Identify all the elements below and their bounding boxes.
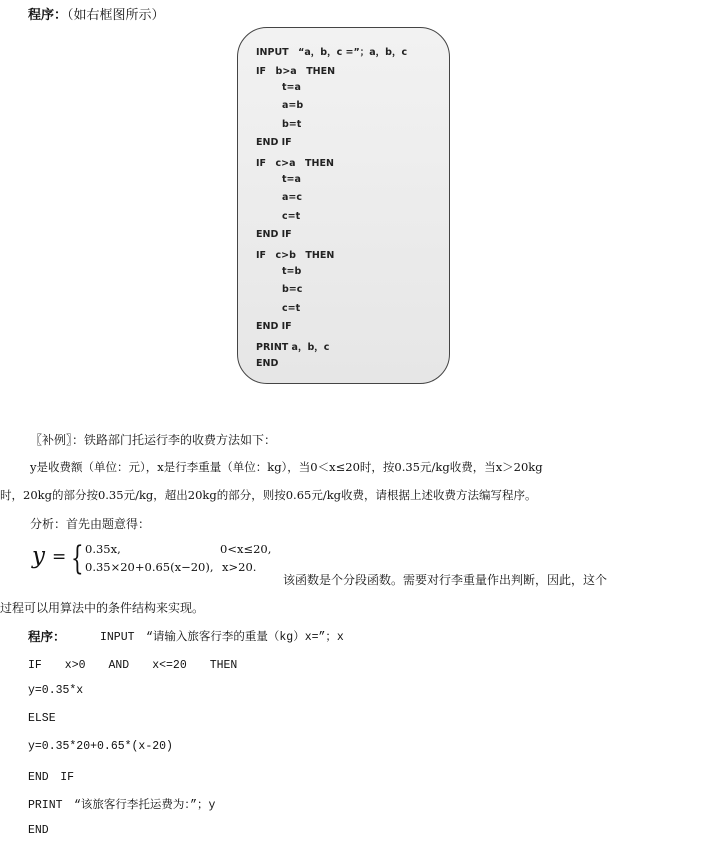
code-line: a=b	[282, 100, 304, 111]
analysis-label: 分析：首先由题意得：	[30, 517, 151, 531]
formula-brace: {	[71, 538, 84, 577]
program2-line: END	[28, 824, 49, 837]
formula-equals: =	[52, 547, 67, 567]
program2-line: IF x>0 AND x<=20 THEN	[28, 659, 238, 672]
problem-line-2: 时，20kg的部分按0.35元/kg，超出20kg的部分，则按0.65元/kg收费，请根据上述收费方法编写程序。	[0, 488, 537, 502]
code-line: PRINT a，b，c	[256, 342, 330, 353]
header-label: 程序：	[28, 8, 68, 23]
header-note: （如右框图所示）	[67, 8, 165, 23]
formula-remark: 该函数是个分段函数。需要对行李重量作出判断，因此，这个	[283, 573, 608, 587]
program2-line: ELSE	[28, 712, 56, 725]
structure-remark: 过程可以用算法中的条件结构来实现。	[0, 601, 205, 615]
code-line: c=t	[282, 211, 301, 222]
code-line: b=t	[282, 119, 302, 130]
code-line: b=c	[282, 284, 303, 295]
code-line: a=c	[282, 192, 303, 203]
program2-line: END IF	[28, 771, 75, 784]
program2-line: INPUT “请输入旅客行李的重量（kg）x=”；x	[100, 631, 344, 644]
section-header	[28, 4, 165, 23]
code-line: IF b>a THEN	[256, 66, 336, 77]
code-line: END IF	[256, 229, 292, 240]
formula-case1-expr: 0.35x,	[85, 542, 121, 556]
code-line: t=b	[282, 266, 302, 277]
formula-case2-expr: 0.35×20+0.65(x−20),	[85, 560, 214, 574]
code-line: c=t	[282, 303, 301, 314]
problem-line-1: y是收费额（单位：元），x是行李重量（单位：kg），当0＜x≤20时，按0.35元/kg收费，当x＞20kg	[30, 460, 543, 474]
code-line: IF c>a THEN	[256, 158, 334, 169]
formula-case2-cond: x>20.	[222, 560, 257, 574]
code-line: END	[256, 358, 279, 369]
program2-line: y=0.35*20+0.65*(x-20)	[28, 740, 173, 753]
program2-line: y=0.35*x	[28, 684, 84, 697]
code-line: IF c>b THEN	[256, 250, 335, 261]
code-line: INPUT “a，b，c =”；a，b，c	[256, 47, 408, 58]
program2-line: PRINT “该旅客行李托运费为：”；y	[28, 799, 216, 812]
supplement-title: 〖补例〗：铁路部门托运行李的收费方法如下：	[30, 433, 277, 447]
code-line: t=a	[282, 82, 301, 93]
code-line: END IF	[256, 137, 292, 148]
piecewise-formula	[30, 540, 290, 580]
formula-case1-cond: 0<x≤20,	[220, 542, 272, 556]
code-line: END IF	[256, 321, 292, 332]
code-line: t=a	[282, 174, 301, 185]
program2-label: 程序：	[28, 629, 66, 644]
program-code-box	[237, 27, 450, 384]
formula-y: y	[32, 543, 45, 569]
